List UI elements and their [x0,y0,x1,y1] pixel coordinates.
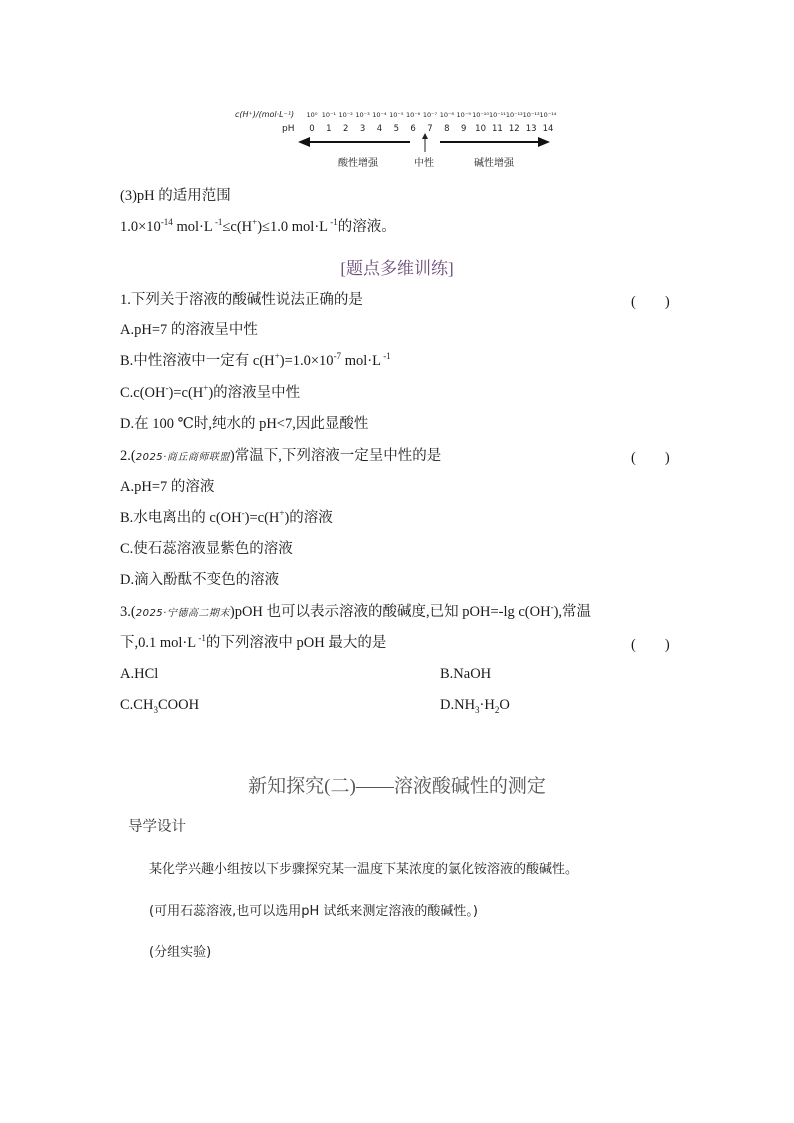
q3-option-b: B.NaOH [440,666,492,682]
q2-stem: 2.(2025·商丘商师联盟)常温下,下列溶液一定呈中性的是 [120,448,442,464]
acid-label: 酸性增强 [338,158,378,169]
q3-stem: 3.(2025·宁德高二期末)pOH 也可以表示溶液的酸碱度,已知 pOH=-lg c(OH-),常温 [120,602,592,620]
ph-tick-label: 6 [410,124,416,134]
c-tick-label: 10⁻¹⁴ [539,111,557,119]
ph-tick-label: 7 [427,124,433,134]
base-arrow [440,137,550,147]
ph-label: pH [282,124,295,134]
q1-option-d: D.在 100 ℃时,纯水的 pH<7,因此显酸性 [120,416,369,432]
q3-option-a: A.HCl [120,666,159,682]
ph-tick-label: 14 [542,124,554,134]
acid-arrow [298,137,410,147]
c-tick-label: 10⁻⁹ [456,111,471,119]
ph-tick-label: 5 [393,124,399,134]
c-tick-labels [307,111,557,119]
c-tick-label: 10⁰ [306,111,318,119]
q2-answer-blank: ( ) [631,450,670,466]
neutral-label: 中性 [414,158,434,169]
c-tick-label: 10⁻⁴ [372,111,387,119]
c-tick-label: 10⁻⁶ [405,111,421,119]
c-h-label: c(H⁺)/(mol·L⁻¹) [235,110,295,119]
q1-option-b: B.中性溶液中一定有 $c(H^+)=1.0\times 10^{-7}$ mol·L $^{-1}$ [120,351,391,369]
c-tick-label: 10⁻⁵ [389,111,404,119]
ph-tick-label: 10 [475,124,486,134]
ph-tick-label: 13 [525,124,537,134]
ph-tick-label: 2 [343,124,349,134]
q1-stem: 1.下列关于溶液的酸碱性说法正确的是 [120,292,363,308]
ph-tick-label: 4 [376,124,383,134]
c-tick-label: 10⁻¹ [321,111,337,119]
explore-paragraph-3: (分组实验) [149,945,212,960]
q2-option-d: D.滴入酚酞不变色的溶液 [120,572,280,588]
q1-option-c: C.c(OH-)=c(H+)的溶液呈中性 [120,383,301,401]
ph-tick-label: 8 [444,124,450,134]
c-tick-label: 10⁻⁷ [422,111,438,119]
c-tick-label: 10⁻⁸ [439,111,455,119]
guide-heading: 导学设计 [128,819,186,835]
ph-tick-label: 1 [326,124,332,134]
q2-option-b: B.水电离出的 c(OH-)=c(H+)的溶液 [120,508,333,526]
q1-option-a: A.pH=7 的溶液呈中性 [120,322,258,338]
c-tick-label: 10⁻³ [355,111,370,119]
ph-scale-diagram [230,102,570,174]
q2-option-a: A.pH=7 的溶液 [120,479,215,495]
section-title: [题点多维训练] [340,259,454,278]
ph-tick-label: 11 [492,124,503,134]
q2-source: 2025·商丘商师联盟 [135,452,230,463]
q3-source: 2025·宁德高二期末 [135,608,230,619]
q3-answer-blank: ( ) [631,637,670,653]
ph-tick-label: 9 [461,124,467,134]
c-tick-label: 10⁻¹³ [522,111,540,119]
q3-stem-line2: 下,0.1 mol·L $^{-1}$的下列溶液中 pOH 最大的是 [120,633,387,651]
c-tick-label: 10⁻¹¹ [488,111,506,119]
q3-option-d: $D.NH_3\cdot H_2O$ [440,697,510,715]
c-tick-label: 10⁻¹² [505,111,523,119]
range-formula: $1.0\times 10^{-14}$ mol·L $^{-1}$≤c(H+)≤1.0 mol·L $^{-1}$的溶液。 [120,217,396,235]
explore-paragraph-2: (可用石蕊溶液,也可以选用pH 试纸来测定溶液的酸碱性。) [149,904,478,919]
ph-tick-labels [309,124,553,134]
ph-tick-label: 3 [359,124,366,134]
base-label: 碱性增强 [474,158,514,169]
c-tick-label: 10⁻² [338,111,353,119]
c-tick-label: 10⁻¹⁰ [472,111,490,119]
range-heading: (3)pH 的适用范围 [120,188,231,204]
q2-option-c: C.使石蕊溶液显紫色的溶液 [120,541,293,557]
ph-tick-label: 0 [309,124,315,134]
explore-paragraph-1: 某化学兴趣小组按以下步骤探究某一温度下某浓度的氯化铵溶液的酸碱性。 [149,862,579,877]
explore-title: 新知探究(二)——溶液酸碱性的测定 [248,776,546,797]
q1-answer-blank: ( ) [631,294,670,310]
q3-option-c: $C.CH_3COOH$ [120,697,200,715]
ph-tick-label: 12 [508,124,520,134]
